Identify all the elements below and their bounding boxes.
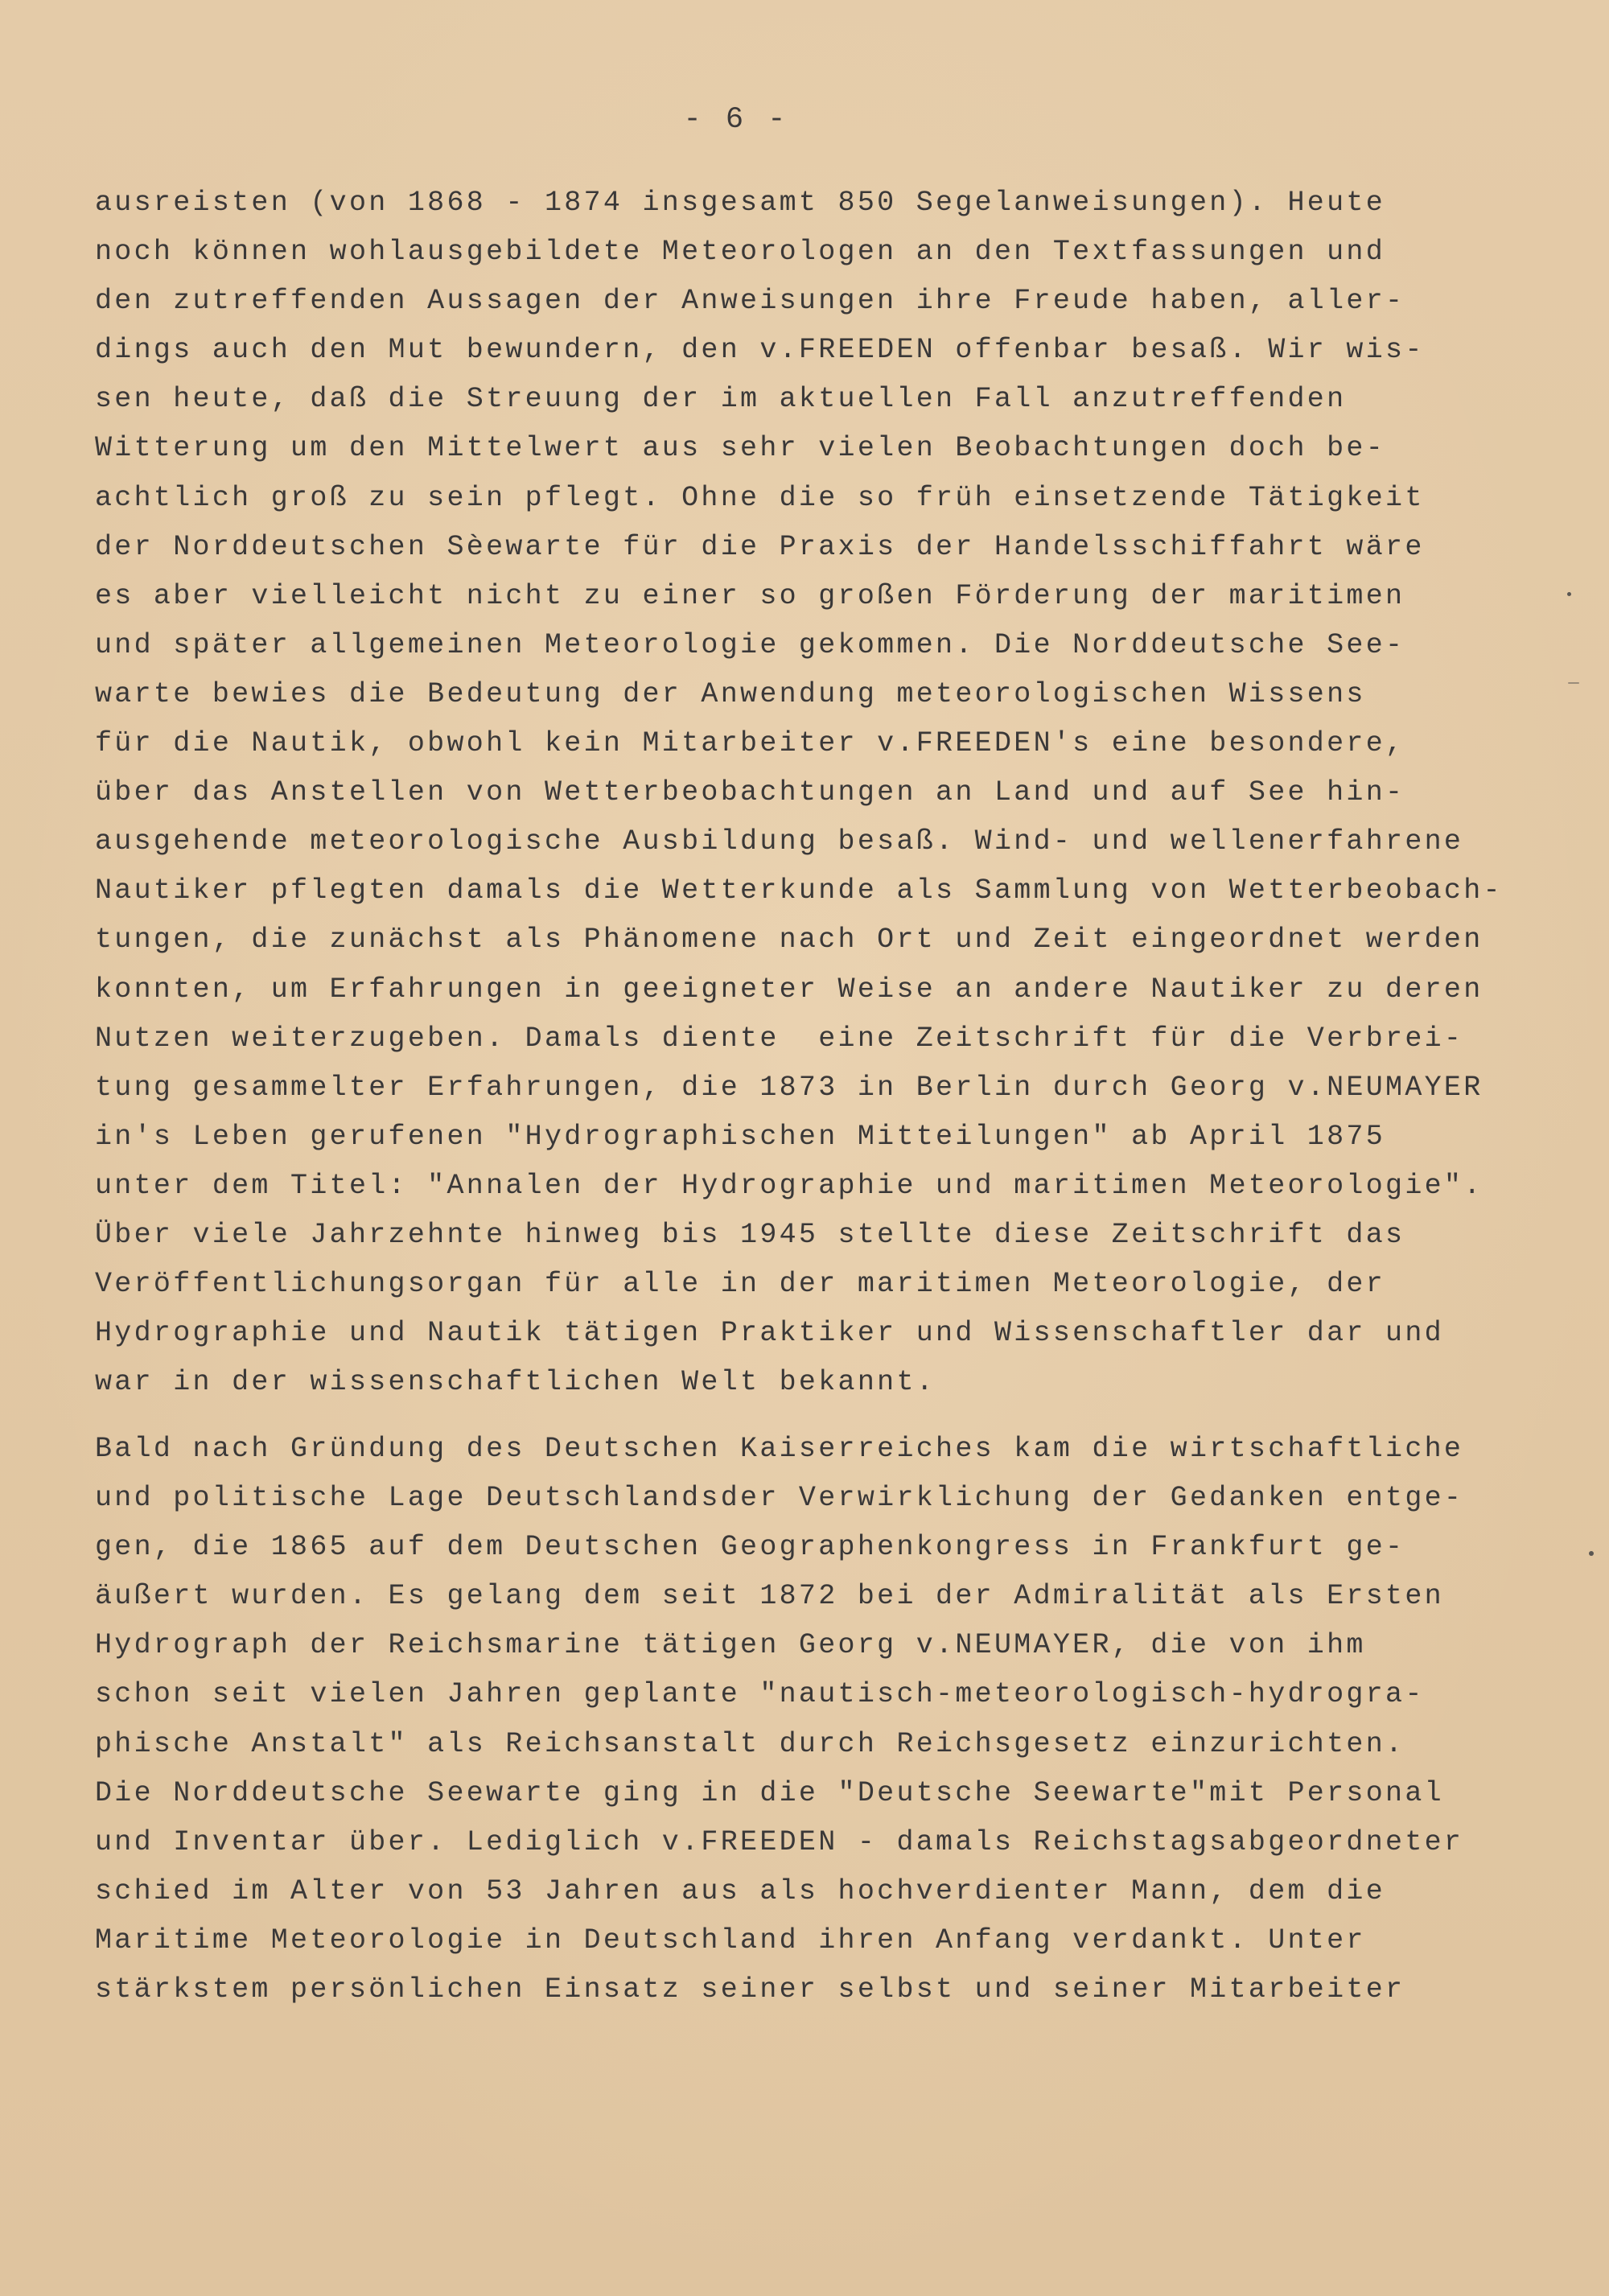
text-line: Veröffentlichungsorgan für alle in der maritimen Meteorologie, der: [95, 1268, 1386, 1301]
paragraph-2: [95, 1425, 1463, 2014]
text-line: Hydrographie und Nautik tätigen Praktiker und Wissenschaftler dar und: [95, 1317, 1444, 1350]
text-line: Bald nach Gründung des Deutschen Kaiserreiches kam die wirtschaftliche: [95, 1433, 1464, 1465]
text-line: und später allgemeinen Meteorologie gekommen. Die Norddeutsche See-: [95, 628, 1405, 661]
text-line: Nutzen weiterzugeben. Damals diente eine Zeitschrift für die Verbrei-: [95, 1022, 1464, 1055]
text-line: es aber vielleicht nicht zu einer so großen Förderung der maritimen: [95, 579, 1405, 612]
text-line: tung gesammelter Erfahrungen, die 1873 in Berlin durch Georg v.NEUMAYER: [95, 1071, 1483, 1104]
text-line: stärkstem persönlichen Einsatz seiner selbst und seiner Mitarbeiter: [95, 1973, 1405, 2006]
text-line: Nautiker pflegten damals die Wetterkunde als Sammlung von Wetterbeobach-: [95, 874, 1503, 907]
text-line: schied im Alter von 53 Jahren aus als hochverdienter Mann, dem die: [95, 1874, 1386, 1907]
page-number: - 6 -: [683, 103, 789, 137]
text-line: phische Anstalt" als Reichsanstalt durch Reichsgesetz einzurichten.: [95, 1727, 1405, 1760]
text-line: und Inventar über. Lediglich v.FREEDEN - damals Reichstagsabgeordneter: [95, 1825, 1464, 1858]
text-line: tungen, die zunächst als Phänomene nach Ort und Zeit eingeordnet werden: [95, 924, 1483, 957]
text-line: Über viele Jahrzehnte hinweg bis 1945 stellte diese Zeitschrift das: [95, 1218, 1405, 1251]
margin-dash-mark: [1568, 682, 1579, 684]
text-line: noch können wohlausgebildete Meteorologen an den Textfassungen und: [95, 236, 1386, 269]
text-line: warte bewies die Bedeutung der Anwendung meteorologischen Wissens: [95, 677, 1366, 710]
text-line: sen heute, daß die Streuung der im aktuellen Fall anzutreffenden: [95, 383, 1347, 416]
text-line: Hydrograph der Reichsmarine tätigen Georg v.NEUMAYER, die von ihm: [95, 1629, 1366, 1662]
text-line: ausreisten (von 1868 - 1874 insgesamt 850 Segelanweisungen). Heute: [95, 187, 1386, 219]
margin-dot-mark: [1589, 1551, 1594, 1556]
margin-dot-mark: [1567, 592, 1571, 596]
text-line: und politische Lage Deutschlandsder Verwirklichung der Gedanken entge-: [95, 1482, 1464, 1515]
text-line: dings auch den Mut bewundern, den v.FREEDEN offenbar besaß. Wir wis-: [95, 334, 1425, 367]
text-line: schon seit vielen Jahren geplante "nautisch-meteorologisch-hydrogra-: [95, 1678, 1425, 1711]
text-line: gen, die 1865 auf dem Deutschen Geographenkongress in Frankfurt ge-: [95, 1531, 1405, 1564]
text-line: Maritime Meteorologie in Deutschland ihren Anfang verdankt. Unter: [95, 1924, 1366, 1957]
text-line: der Norddeutschen Sèewarte für die Praxis der Handelsschiffahrt wäre: [95, 530, 1425, 563]
text-line: äußert wurden. Es gelang dem seit 1872 bei der Admiralität als Ersten: [95, 1580, 1444, 1613]
text-line: in's Leben gerufenen "Hydrographischen Mitteilungen" ab April 1875: [95, 1120, 1386, 1153]
text-line: den zutreffenden Aussagen der Anweisungen ihre Freude haben, aller-: [95, 285, 1405, 318]
text-line: über das Anstellen von Wetterbeobachtungen an Land und auf See hin-: [95, 776, 1405, 809]
text-line: achtlich groß zu sein pflegt. Ohne die so früh einsetzende Tätigkeit: [95, 481, 1425, 514]
text-line: ausgehende meteorologische Ausbildung besaß. Wind- und wellenerfahrene: [95, 825, 1464, 858]
text-line: unter dem Titel: "Annalen der Hydrographie und maritimen Meteorologie".: [95, 1169, 1483, 1202]
text-line: Witterung um den Mittelwert aus sehr vielen Beobachtungen doch be-: [95, 432, 1386, 465]
text-line: für die Nautik, obwohl kein Mitarbeiter v.FREEDEN's eine besondere,: [95, 727, 1405, 760]
text-line: konnten, um Erfahrungen in geeigneter Weise an andere Nautiker zu deren: [95, 973, 1483, 1006]
text-line: Die Norddeutsche Seewarte ging in die "Deutsche Seewarte"mit Personal: [95, 1776, 1444, 1809]
text-line: war in der wissenschaftlichen Welt bekannt.: [95, 1366, 936, 1399]
paragraph-1: [95, 179, 1503, 1407]
